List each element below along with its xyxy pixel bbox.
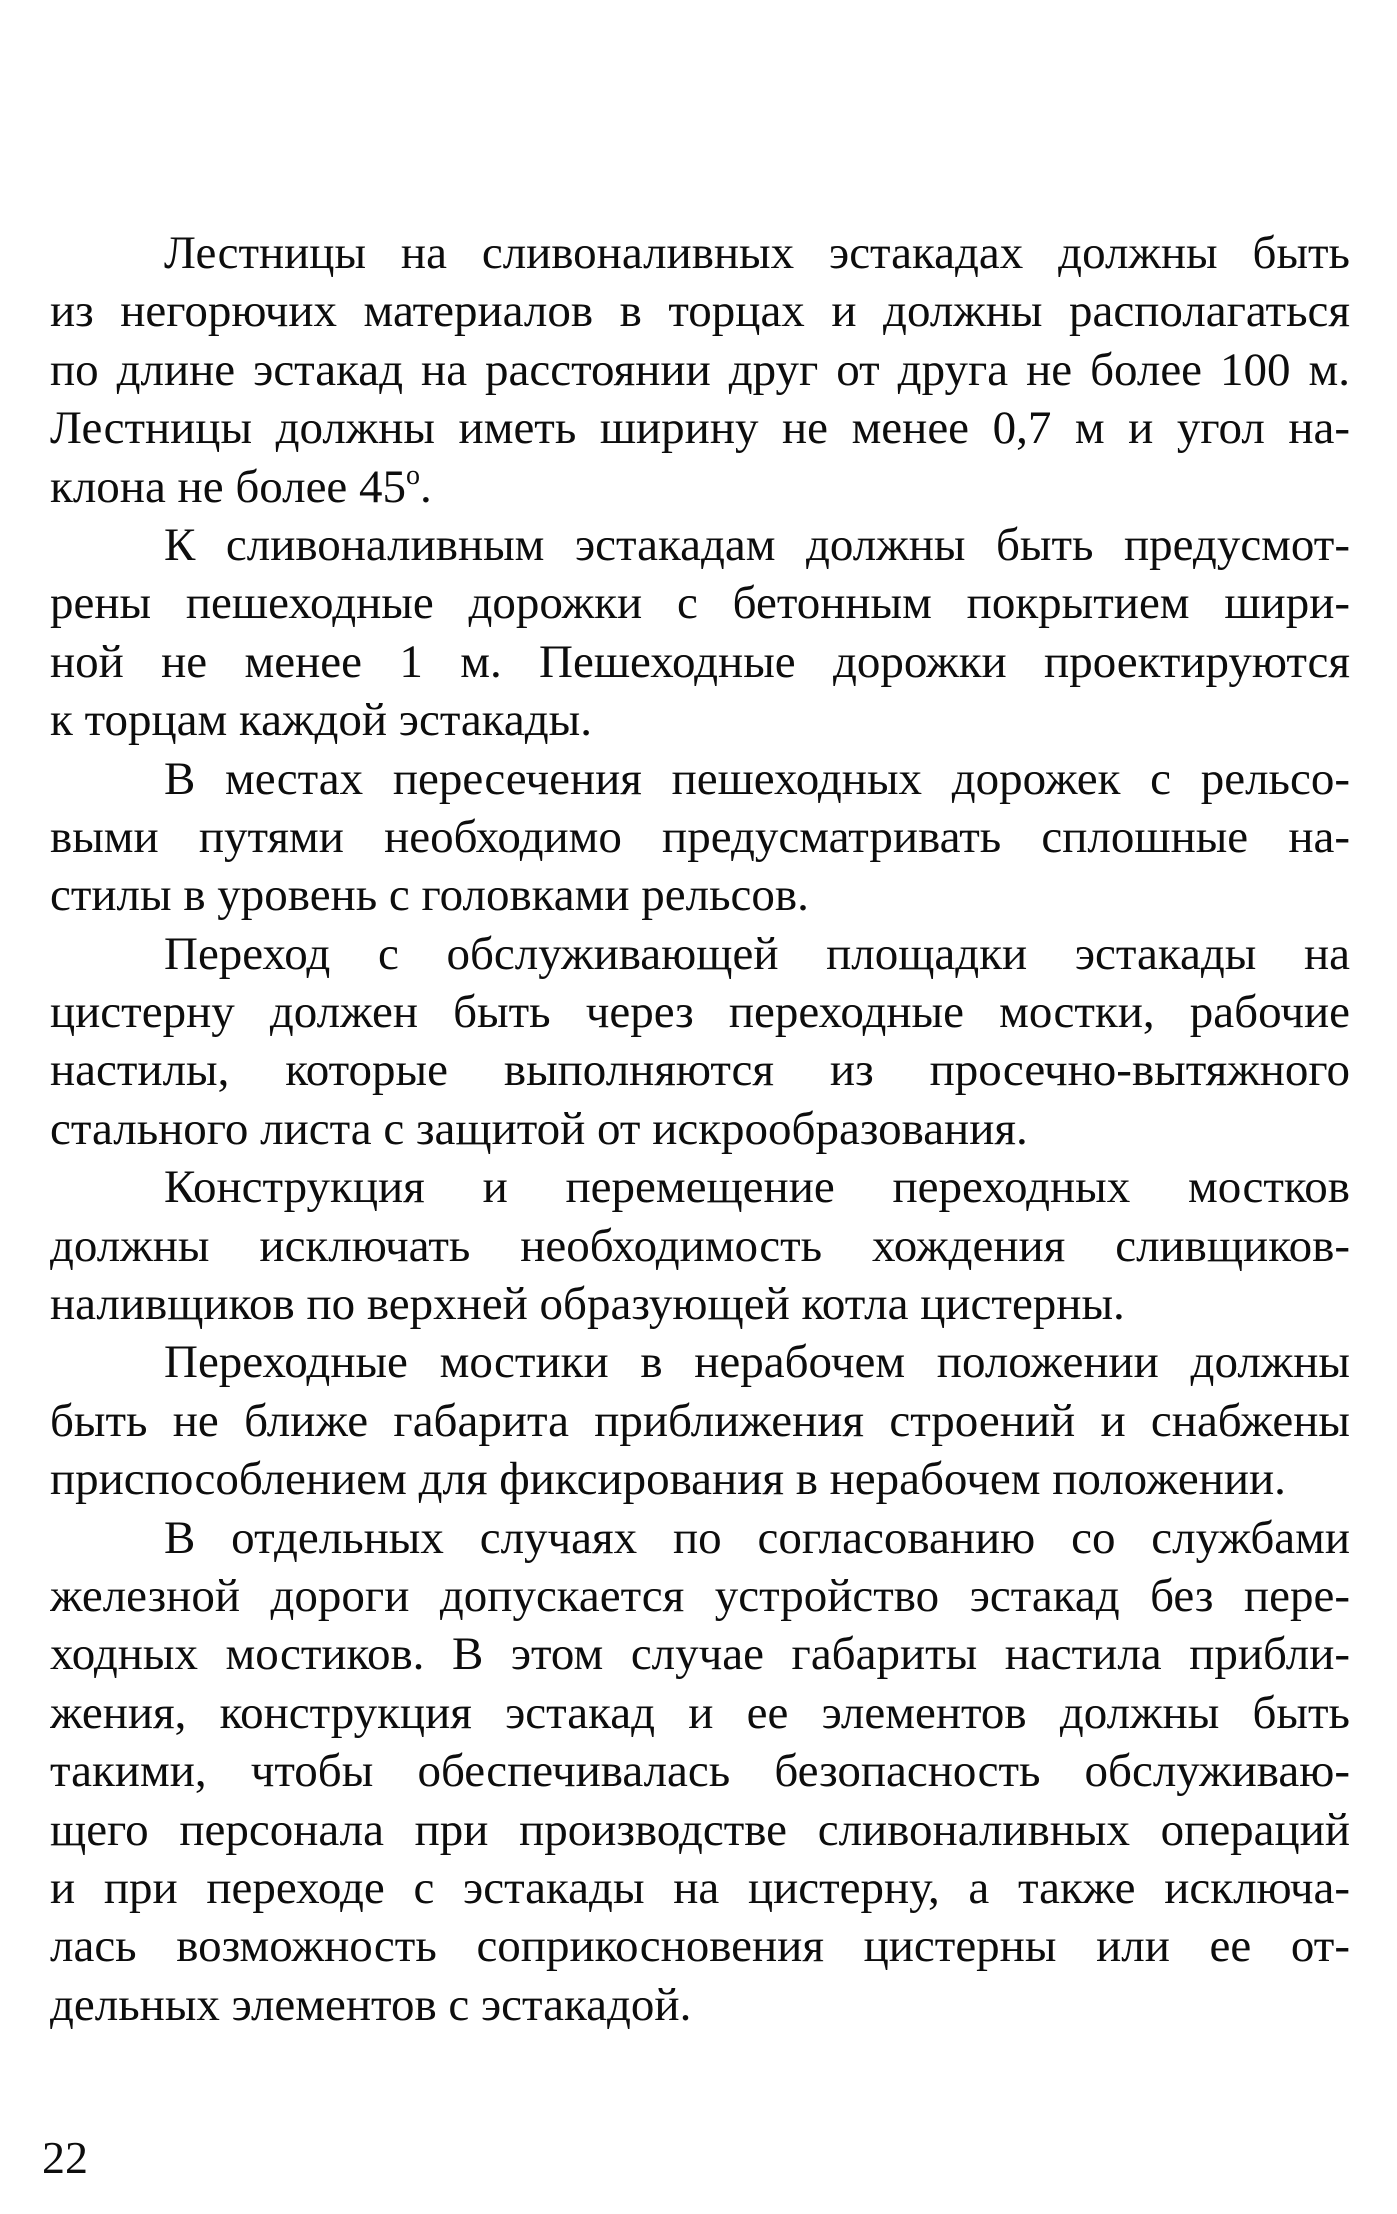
text-line: В местах пересечения пешеходных дорожек с рельсо-	[164, 752, 1350, 805]
paragraph	[50, 1333, 1350, 1508]
text-line: такими, чтобы обеспечивалась безопасность обслуживаю-	[50, 1745, 1350, 1798]
text-line: настилы, которые выполняются из просечно-вытяжного	[50, 1044, 1350, 1097]
text-line: приспособлением для фиксирования в нерабочем положении.	[50, 1453, 1286, 1506]
page-number: 22	[42, 2132, 88, 2183]
paragraph	[50, 925, 1350, 1159]
text-line: из негорючих материалов в торцах и должны располагаться	[50, 285, 1350, 338]
text-line: по длине эстакад на расстоянии друг от друга не более 100 м.	[50, 343, 1350, 396]
text-line: к торцам каждой эстакады.	[50, 694, 593, 747]
text-line: К сливоналивным эстакадам должны быть предусмот-	[164, 518, 1350, 571]
text-line: дельных элементов с эстакадой.	[50, 1978, 692, 2031]
text-line: выми путями необходимо предусматривать сплошные на-	[50, 810, 1350, 863]
text-line: стального листа с защитой от искрообразования.	[50, 1102, 1028, 1155]
text-line: Лестницы на сливоналивных эстакадах должны быть	[164, 227, 1350, 279]
text-line: быть не ближе габарита приближения строений и снабжены	[50, 1394, 1350, 1447]
paragraph	[50, 750, 1350, 925]
text-line: щего персонала при производстве сливоналивных операций	[50, 1803, 1350, 1856]
text-line: стилы в уровень с головками рельсов.	[50, 869, 809, 922]
text-line: Конструкция и перемещение переходных мостков	[164, 1161, 1350, 1214]
text-line: должны исключать необходимость хождения сливщиков-	[50, 1219, 1350, 1272]
text-line: клона не более 45$^o$.	[50, 459, 432, 513]
paragraph	[50, 1158, 1350, 1333]
paragraph	[50, 516, 1350, 750]
text-line: ной не менее 1 м. Пешеходные дорожки проектируются	[50, 635, 1350, 688]
text-line: ходных мостиков. В этом случае габариты настила прибли-	[50, 1628, 1350, 1681]
paragraph	[50, 1509, 1350, 2035]
paragraph	[50, 224, 1350, 516]
text-line: и при переходе с эстакады на цистерну, а также исключа-	[50, 1861, 1350, 1914]
text-line: В отдельных случаях по согласованию со службами	[164, 1511, 1350, 1564]
body-text	[50, 224, 1350, 2034]
text-line: цистерну должен быть через переходные мостки, рабочие	[50, 986, 1350, 1039]
text-line: Переходные мостики в нерабочем положении должны	[164, 1336, 1350, 1389]
text-line: железной дороги допускается устройство эстакад без пере-	[50, 1569, 1350, 1622]
text-line: жения, конструкция эстакад и ее элементов должны быть	[50, 1686, 1350, 1739]
text-line: Лестницы должны иметь ширину не менее 0,7 м и угол на-	[50, 402, 1350, 455]
text-line: рены пешеходные дорожки с бетонным покрытием шири-	[50, 577, 1350, 630]
text-line: Переход с обслуживающей площадки эстакады на	[164, 927, 1350, 980]
text-line: наливщиков по верхней образующей котла цистерны.	[50, 1278, 1125, 1331]
degree-sign: o	[406, 459, 421, 491]
text-line: лась возможность соприкосновения цистерны или ее от-	[50, 1920, 1350, 1973]
